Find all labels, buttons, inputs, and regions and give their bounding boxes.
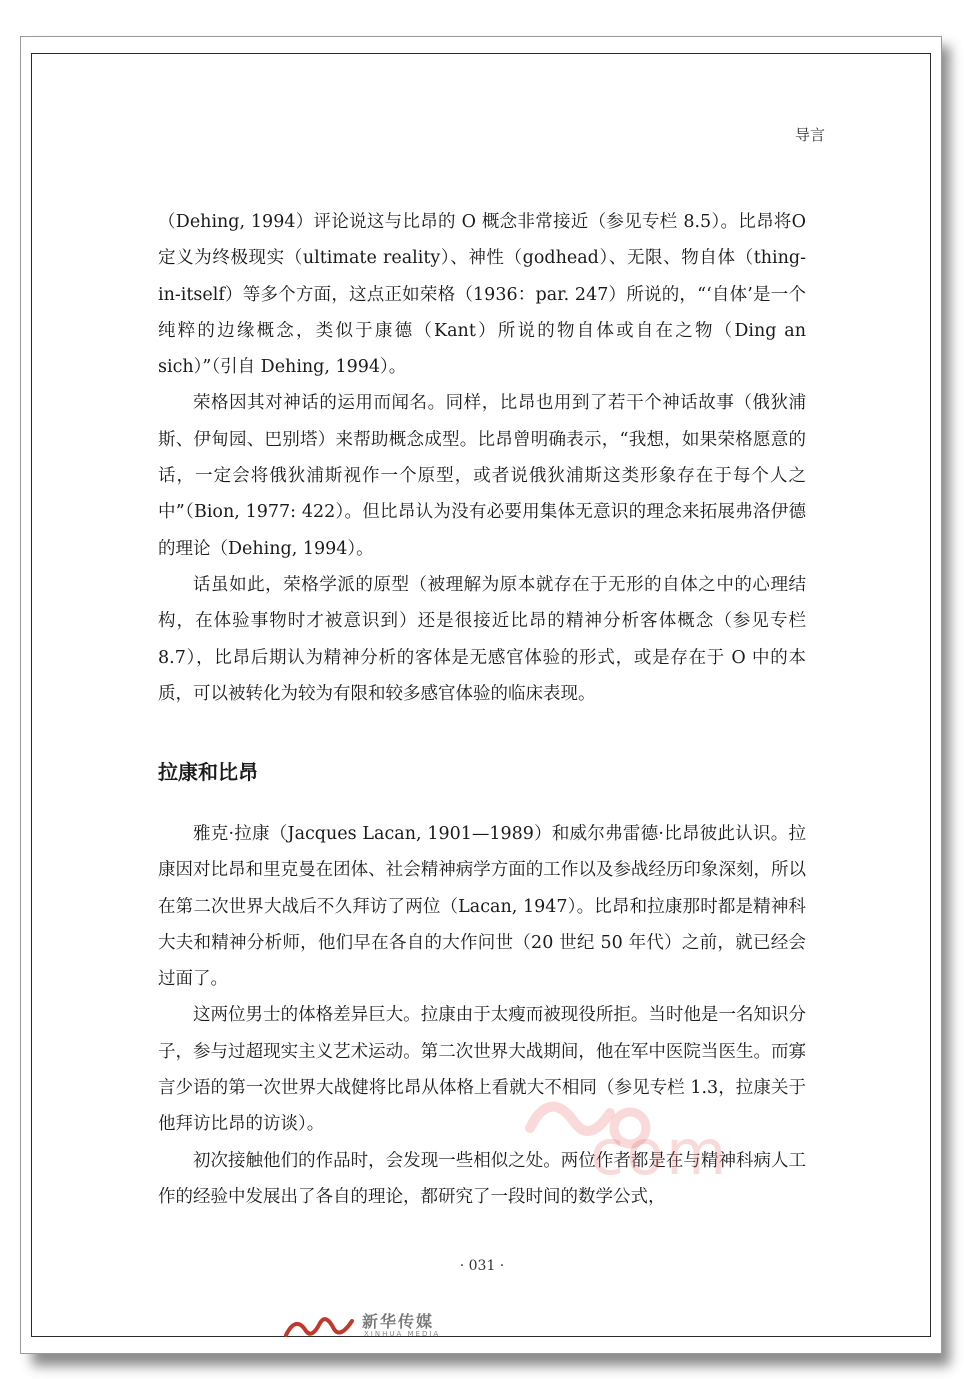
paragraph: 这两位男士的体格差异巨大。拉康由于太瘦而被现役所拒。当时他是一名知识分子，参与过超现实主义艺术运动。第二次世界大战期间，他在军中医院当医生。而寡言少语的第一次世界大战健将比昂从体格上看就大不相同（参见专栏 1.3，拉康关于他拜访比昂的访谈）。 [158, 1005, 806, 1135]
page-number: · 031 · [459, 1258, 505, 1274]
paragraph: 荣格因其对神话的运用而闻名。同样，比昂也用到了若干个神话故事（俄狄浦斯、伊甸园、巴别塔）来帮助概念成型。比昂曾明确表示，“我想，如果荣格愿意的话，一定会将俄狄浦斯视作一个原型，或者说俄狄浦斯这类形象存在于每个人之中”（Bion, 1977: 422）。但比昂认为没有必要用集体无意识的理念来拓展弗洛伊德的理论（Dehing, 1994）。 [158, 393, 806, 559]
section-heading: 拉康和比昂 [158, 760, 258, 784]
paragraph: 话虽如此，荣格学派的原型（被理解为原本就存在于无形的自体之中的心理结构，在体验事物时才被意识到）还是很接近比昂的精神分析客体概念（参见专栏 8.7），比昂后期认为精神分析的客体是无感官体验的形式，或是存在于 O 中的本质，可以被转化为较为有限和较多感官体验的临床表现。 [158, 574, 806, 704]
paragraph: 初次接触他们的作品时，会发现一些相似之处。两位作者都是在与精神科病人工作的经验中发展出了各自的理论，都研究了一段时间的数学公式， [158, 1150, 806, 1207]
watermark-text: com [590, 1116, 729, 1189]
running-head: 导言 [794, 126, 825, 144]
publisher-logo-subtext: XINHUA MEDIA [364, 1330, 441, 1338]
paragraph: （Dehing, 1994）评论说这与比昂的 O 概念非常接近（参见专栏 8.5）。比昂将O定义为终极现实（ultimate reality）、神性（godhead）、无限、物自体（thing-in-itself）等多个方面，这点正如荣格（1936：par. 247）所说的，“‘自体’是一个纯粹的边缘概念，类似于康德（Kant）所说的物自体或自在之物（Ding an sich）”（引自 Dehing, 1994）。 [158, 212, 806, 378]
paragraph: 雅克·拉康（Jacques Lacan, 1901—1989）和威尔弗雷德·比昂彼此认识。拉康因对比昂和里克曼在团体、社会精神病学方面的工作以及参战经历印象深刻，所以在第二次世界大战后不久拜访了两位（Lacan, 1947）。比昂和拉康那时都是精神科大夫和精神分析师，他们早在各自的大作问世（20 世纪 50 年代）之前，就已经会过面了。 [158, 824, 806, 990]
publisher-logo-text: 新华传媒 [362, 1312, 435, 1331]
section-1-body [158, 204, 806, 712]
